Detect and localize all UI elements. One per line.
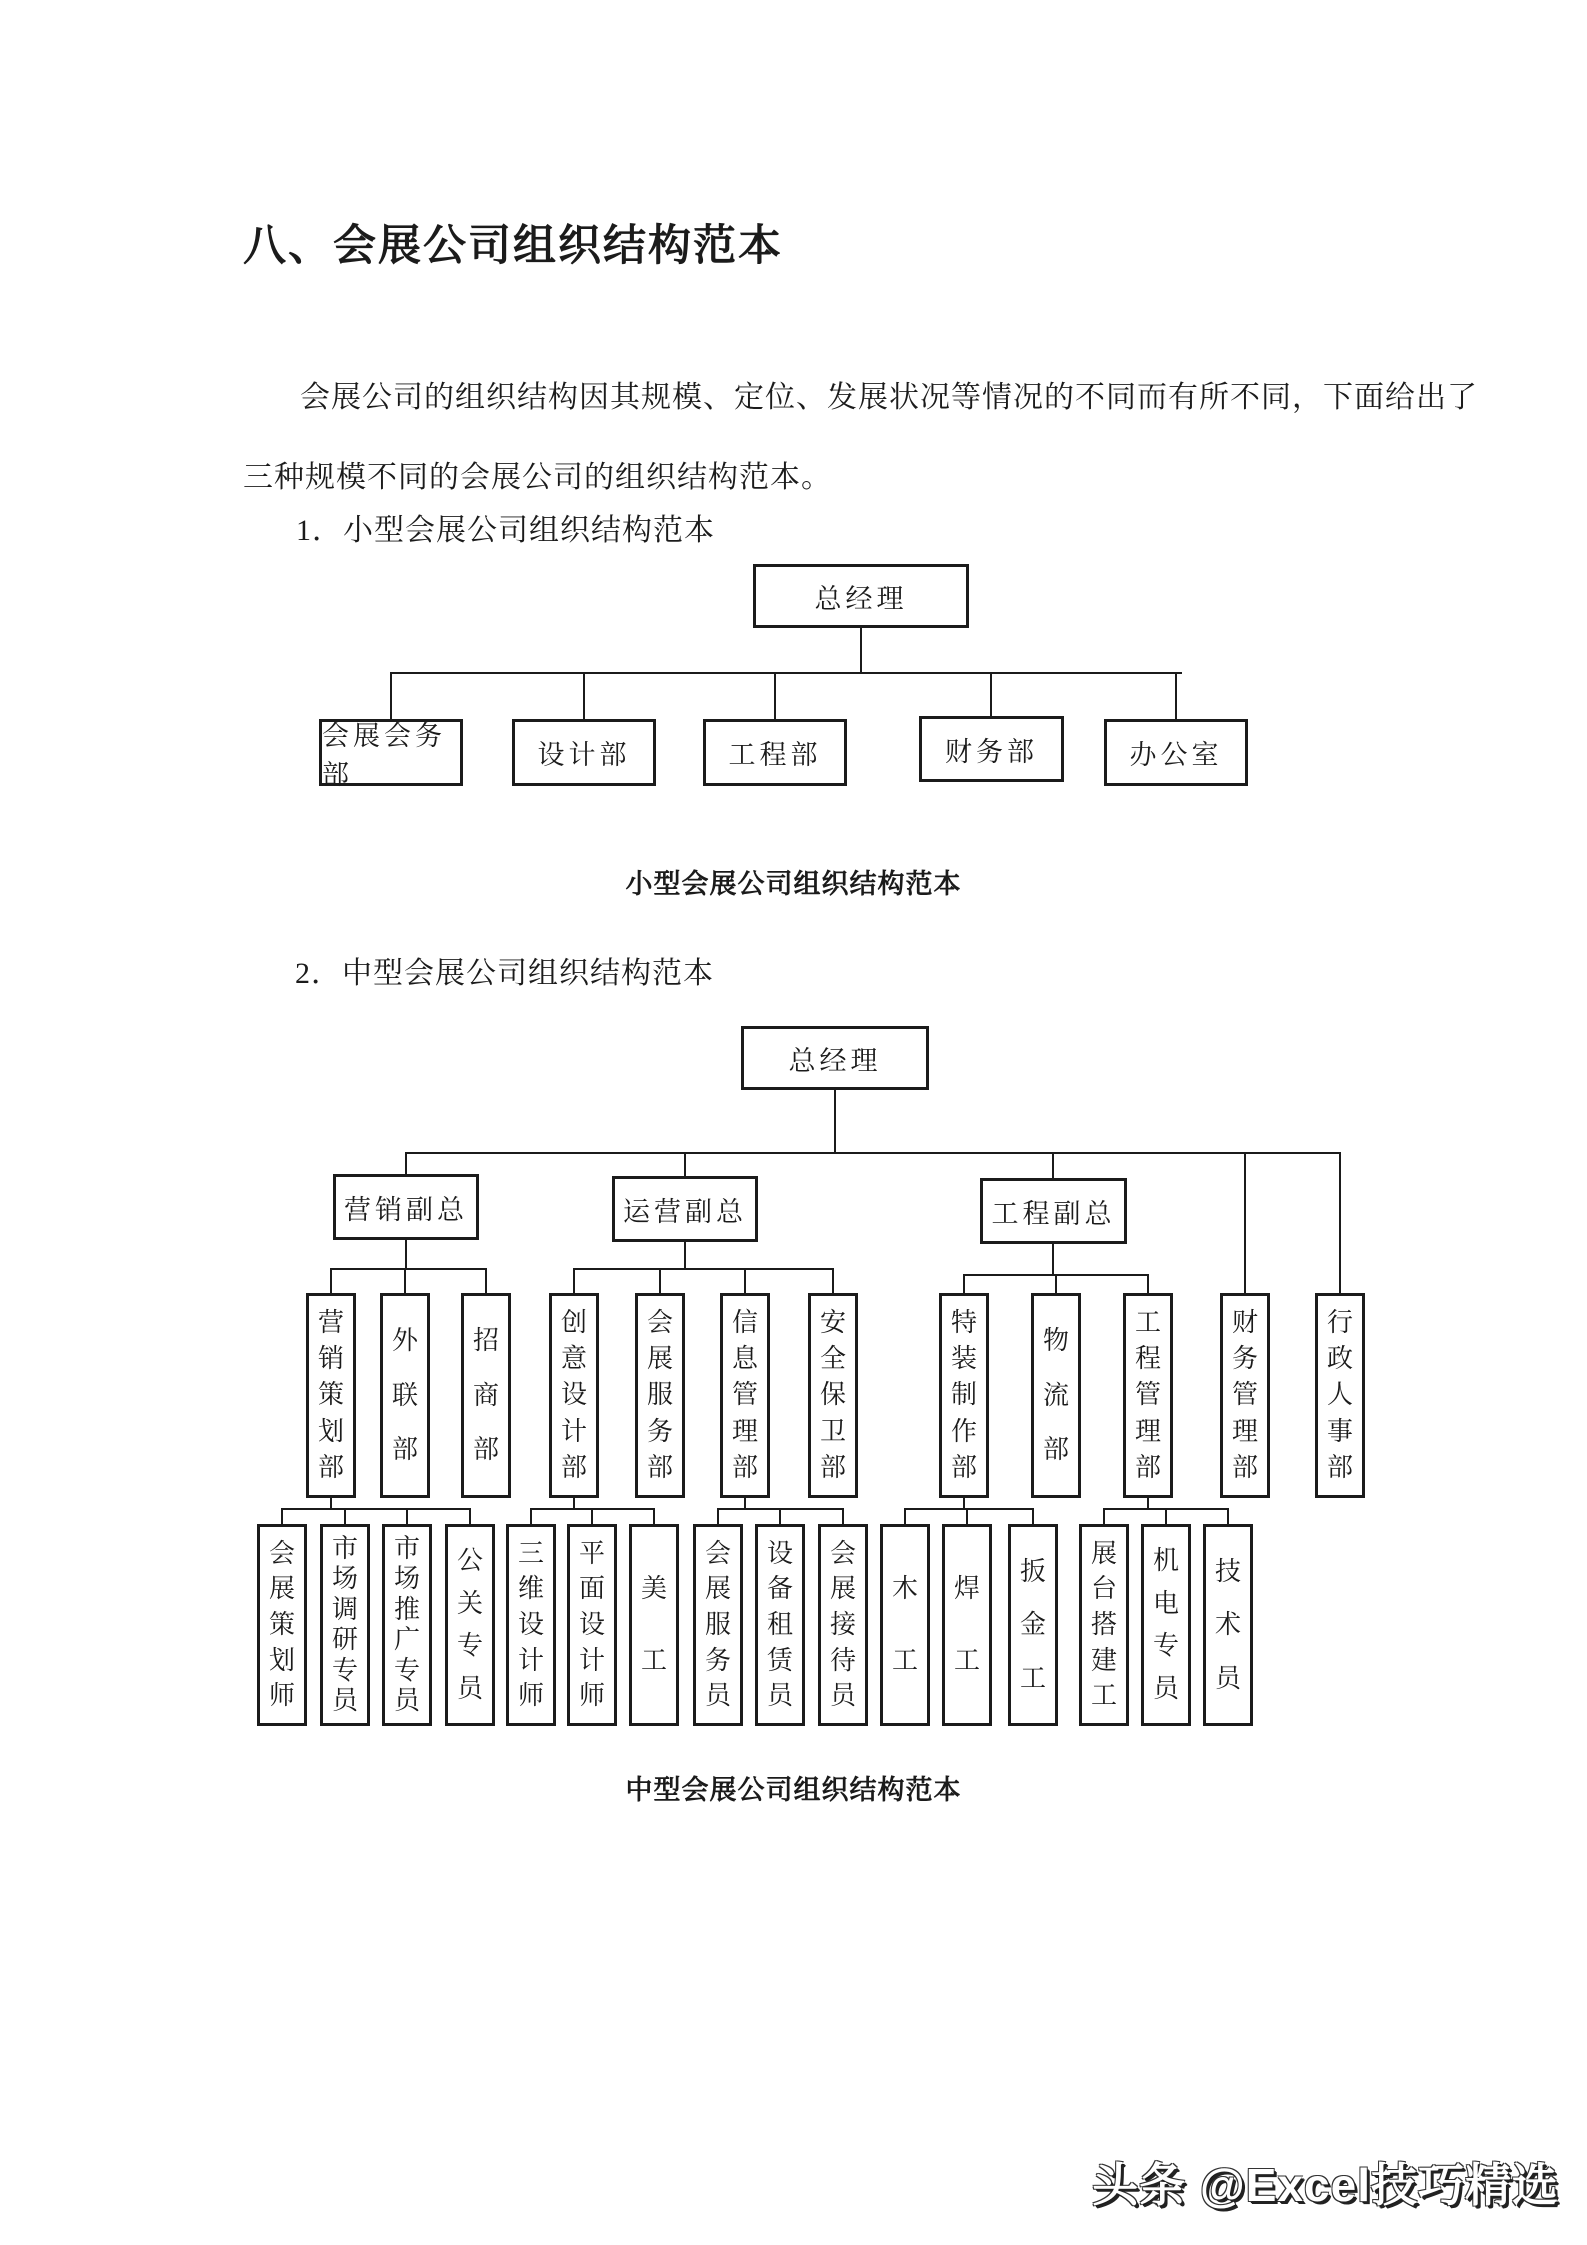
org-box — [445, 1524, 495, 1726]
connector-line — [573, 1498, 575, 1508]
org-box-char: 行 — [1326, 1308, 1353, 1338]
org-box-char: 关 — [456, 1588, 483, 1618]
org-box-char: 搭 — [1090, 1609, 1117, 1639]
item-heading-small: 1．小型会展公司组织结构范本 — [296, 514, 715, 547]
org-box — [629, 1524, 679, 1726]
org-box-char: 部 — [1326, 1452, 1353, 1482]
connector-line — [573, 1268, 834, 1270]
org-box-char: 师 — [517, 1681, 544, 1711]
org-box-char: 划 — [268, 1645, 295, 1675]
org-box-char: 平 — [578, 1538, 605, 1568]
org-box-char: 息 — [731, 1344, 758, 1374]
org-box: 总经理 — [741, 1026, 929, 1090]
connector-line — [1055, 1274, 1057, 1293]
org-box-char: 部 — [1231, 1452, 1258, 1482]
org-box-char: 面 — [578, 1574, 605, 1604]
org-box-char: 研 — [331, 1625, 358, 1655]
org-box-char: 展 — [829, 1574, 856, 1604]
org-box-char: 会 — [646, 1308, 673, 1338]
org-box — [506, 1524, 556, 1726]
connector-line — [1165, 1508, 1167, 1524]
connector-line — [744, 1498, 746, 1508]
org-box-char: 维 — [517, 1574, 544, 1604]
org-box-char: 机 — [1152, 1545, 1179, 1575]
org-box-char: 部 — [560, 1452, 587, 1482]
org-box-char: 设 — [560, 1380, 587, 1410]
org-box-char: 展 — [1090, 1538, 1117, 1568]
org-box-char: 流 — [1042, 1380, 1069, 1410]
org-box-char: 员 — [1214, 1663, 1241, 1693]
org-box-char: 师 — [268, 1681, 295, 1711]
org-box-char: 服 — [704, 1609, 731, 1639]
org-box-char: 会 — [829, 1538, 856, 1568]
page-title: 八、会展公司组织结构范本 — [243, 223, 783, 270]
item-heading-medium: 2．中型会展公司组织结构范本 — [295, 957, 714, 990]
org-box-char: 外 — [391, 1326, 418, 1356]
connector-line — [281, 1508, 471, 1510]
connector-line — [591, 1508, 593, 1524]
org-box-char: 工 — [1090, 1681, 1117, 1711]
connector-line — [904, 1508, 1034, 1510]
org-box-char: 招 — [472, 1326, 499, 1356]
connector-line — [834, 1090, 836, 1152]
connector-line — [1032, 1508, 1034, 1524]
connector-line — [330, 1498, 332, 1508]
connector-line — [1052, 1152, 1054, 1178]
org-box-char: 管 — [1134, 1380, 1161, 1410]
connector-line — [963, 1498, 965, 1508]
org-box-char: 公 — [456, 1545, 483, 1575]
org-box-char: 财 — [1231, 1308, 1258, 1338]
org-box — [1031, 1293, 1081, 1498]
connector-line — [281, 1508, 283, 1524]
org-box-char: 全 — [819, 1344, 846, 1374]
org-box-char: 展 — [704, 1574, 731, 1604]
org-box-char: 部 — [950, 1452, 977, 1482]
connector-line — [779, 1508, 781, 1524]
org-box-char: 专 — [1152, 1631, 1179, 1661]
org-box-char: 员 — [704, 1681, 731, 1711]
org-box-char: 场 — [393, 1564, 420, 1594]
connector-line — [832, 1268, 834, 1293]
org-box-char: 会 — [704, 1538, 731, 1568]
org-box-char: 部 — [472, 1434, 499, 1464]
connector-line — [684, 1242, 686, 1268]
connector-line — [485, 1268, 487, 1293]
org-box-char: 员 — [766, 1681, 793, 1711]
org-box: 营销副总 — [333, 1174, 479, 1240]
connector-line — [330, 1268, 487, 1270]
org-box-char: 工 — [640, 1645, 667, 1675]
org-box — [755, 1524, 805, 1726]
connector-line — [330, 1268, 332, 1293]
connector-line — [1147, 1274, 1149, 1293]
org-box-char: 会 — [268, 1538, 295, 1568]
org-box-char: 员 — [331, 1686, 358, 1716]
org-box-char: 调 — [331, 1594, 358, 1624]
org-box-char: 扳 — [1019, 1556, 1046, 1586]
org-box-char: 部 — [1134, 1452, 1161, 1482]
org-box-char: 专 — [393, 1655, 420, 1685]
org-box — [380, 1293, 430, 1498]
org-box-char: 装 — [950, 1344, 977, 1374]
org-box-char: 保 — [819, 1380, 846, 1410]
org-box-char: 员 — [393, 1686, 420, 1716]
org-box-char: 焊 — [953, 1574, 980, 1604]
org-box — [320, 1524, 370, 1726]
org-box-char: 理 — [1134, 1416, 1161, 1446]
org-box — [306, 1293, 356, 1498]
org-box-char: 设 — [766, 1538, 793, 1568]
org-box-char: 计 — [560, 1416, 587, 1446]
org-box-char: 师 — [578, 1681, 605, 1711]
org-box-char: 部 — [391, 1434, 418, 1464]
org-box-char: 联 — [391, 1380, 418, 1410]
org-box-char: 事 — [1326, 1416, 1353, 1446]
org-box-char: 备 — [766, 1574, 793, 1604]
org-box-char: 部 — [731, 1452, 758, 1482]
org-box-char: 工 — [891, 1645, 918, 1675]
org-box-char: 工 — [1019, 1663, 1046, 1693]
org-box-char: 部 — [1042, 1434, 1069, 1464]
connector-line — [966, 1508, 968, 1524]
org-box — [942, 1524, 992, 1726]
org-box-char: 部 — [819, 1452, 846, 1482]
connector-line — [1227, 1508, 1229, 1524]
org-box-char: 市 — [393, 1533, 420, 1563]
connector-line — [684, 1152, 686, 1176]
org-box-char: 接 — [829, 1609, 856, 1639]
connector-line — [1052, 1244, 1054, 1274]
connector-line — [744, 1268, 746, 1293]
org-box-char: 设 — [578, 1609, 605, 1639]
org-box — [1203, 1524, 1253, 1726]
org-box-char: 三 — [517, 1538, 544, 1568]
org-box-char: 木 — [891, 1574, 918, 1604]
org-box-char: 展 — [268, 1574, 295, 1604]
org-box-char: 理 — [731, 1416, 758, 1446]
org-box-char: 电 — [1152, 1588, 1179, 1618]
org-box-char: 专 — [456, 1631, 483, 1661]
org-box-char: 策 — [268, 1609, 295, 1639]
org-box-char: 工 — [1134, 1308, 1161, 1338]
org-box — [382, 1524, 432, 1726]
org-box-char: 商 — [472, 1380, 499, 1410]
org-box — [808, 1293, 858, 1498]
org-box — [880, 1524, 930, 1726]
connector-line — [469, 1508, 471, 1524]
org-box: 设计部 — [512, 719, 656, 786]
org-box — [1079, 1524, 1129, 1726]
connector-line — [904, 1508, 906, 1524]
org-box — [549, 1293, 599, 1498]
org-box-char: 广 — [393, 1625, 420, 1655]
org-box-char: 程 — [1134, 1344, 1161, 1374]
caption-small-chart: 小型会展公司组织结构范本 — [625, 869, 962, 899]
org-box-char: 划 — [317, 1416, 344, 1446]
org-box — [1123, 1293, 1173, 1498]
org-box-char: 部 — [317, 1452, 344, 1482]
org-box-char: 计 — [517, 1645, 544, 1675]
connector-line — [405, 1240, 407, 1268]
org-box — [1008, 1524, 1058, 1726]
org-box-char: 员 — [829, 1681, 856, 1711]
org-box: 工程副总 — [980, 1178, 1127, 1244]
org-box-char: 创 — [560, 1308, 587, 1338]
org-box-char: 意 — [560, 1344, 587, 1374]
org-box-char: 务 — [646, 1416, 673, 1446]
org-box — [939, 1293, 989, 1498]
connector-line — [717, 1508, 719, 1524]
org-box-char: 营 — [317, 1308, 344, 1338]
org-box-char: 专 — [331, 1655, 358, 1685]
connector-line — [653, 1508, 655, 1524]
connector-line — [1103, 1508, 1105, 1524]
org-box-char: 设 — [517, 1609, 544, 1639]
org-box: 财务部 — [919, 716, 1064, 782]
org-box-char: 部 — [646, 1452, 673, 1482]
connector-line — [405, 1152, 1341, 1154]
org-box-char: 市 — [331, 1533, 358, 1563]
org-box — [567, 1524, 617, 1726]
org-box-char: 美 — [640, 1574, 667, 1604]
org-box-char: 安 — [819, 1308, 846, 1338]
org-box-char: 工 — [953, 1645, 980, 1675]
org-box-char: 销 — [317, 1344, 344, 1374]
org-box: 总经理 — [753, 564, 969, 628]
org-box-char: 台 — [1090, 1574, 1117, 1604]
connector-line — [659, 1268, 661, 1293]
org-box-char: 租 — [766, 1609, 793, 1639]
org-box — [635, 1293, 685, 1498]
connector-line — [344, 1508, 346, 1524]
org-box-char: 管 — [731, 1380, 758, 1410]
org-box-char: 赁 — [766, 1645, 793, 1675]
org-box-char: 制 — [950, 1380, 977, 1410]
org-box-char: 特 — [950, 1308, 977, 1338]
toutiao-watermark: 头条 @Excel技巧精选 — [1092, 2159, 1559, 2211]
org-box-char: 技 — [1214, 1556, 1241, 1586]
org-box-char: 待 — [829, 1645, 856, 1675]
org-box — [257, 1524, 307, 1726]
org-box-char: 展 — [646, 1344, 673, 1374]
org-box — [1220, 1293, 1270, 1498]
connector-line — [406, 1508, 408, 1524]
org-box-char: 金 — [1019, 1610, 1046, 1639]
connector-line — [1244, 1152, 1246, 1293]
paragraph-line-2: 三种规模不同的会展公司的组织结构范本。 — [243, 461, 832, 494]
org-box-char: 务 — [704, 1645, 731, 1675]
org-box-char: 计 — [578, 1645, 605, 1675]
org-box-char: 卫 — [819, 1416, 846, 1446]
org-box-char: 场 — [331, 1564, 358, 1594]
connector-line — [573, 1268, 575, 1293]
org-box-char: 建 — [1090, 1645, 1117, 1675]
org-box — [1315, 1293, 1365, 1498]
org-box — [720, 1293, 770, 1498]
org-box-char: 务 — [1231, 1344, 1258, 1374]
org-box-char: 政 — [1326, 1344, 1353, 1374]
org-box-char: 策 — [317, 1380, 344, 1410]
org-box: 运营副总 — [612, 1176, 758, 1242]
connector-line — [530, 1508, 532, 1524]
org-box — [1141, 1524, 1191, 1726]
org-box-char: 理 — [1231, 1416, 1258, 1446]
org-box-char: 管 — [1231, 1380, 1258, 1410]
org-box-char: 服 — [646, 1380, 673, 1410]
org-box-char: 作 — [950, 1416, 977, 1446]
caption-medium-chart: 中型会展公司组织结构范本 — [625, 1775, 962, 1805]
org-box-char: 员 — [1152, 1674, 1179, 1704]
org-box: 会展会务部 — [319, 719, 463, 786]
org-box — [693, 1524, 743, 1726]
connector-line — [1339, 1152, 1341, 1293]
org-box-char: 信 — [731, 1308, 758, 1338]
org-box — [461, 1293, 511, 1498]
org-box-char: 人 — [1326, 1380, 1353, 1410]
org-box-char: 推 — [393, 1594, 420, 1624]
connector-line — [1147, 1498, 1149, 1508]
connector-line — [842, 1508, 844, 1524]
org-box-char: 物 — [1042, 1326, 1069, 1356]
org-box — [818, 1524, 868, 1726]
org-box-char: 术 — [1214, 1610, 1241, 1639]
paragraph-line-1: 会展公司的组织结构因其规模、定位、发展状况等情况的不同而有所不同，下面给出了 — [300, 381, 1478, 414]
org-box: 办公室 — [1104, 719, 1248, 786]
connector-line — [405, 1152, 407, 1174]
org-box-char: 员 — [456, 1674, 483, 1704]
connector-line — [963, 1274, 965, 1293]
org-box: 工程部 — [703, 719, 847, 786]
connector-line — [404, 1268, 406, 1293]
